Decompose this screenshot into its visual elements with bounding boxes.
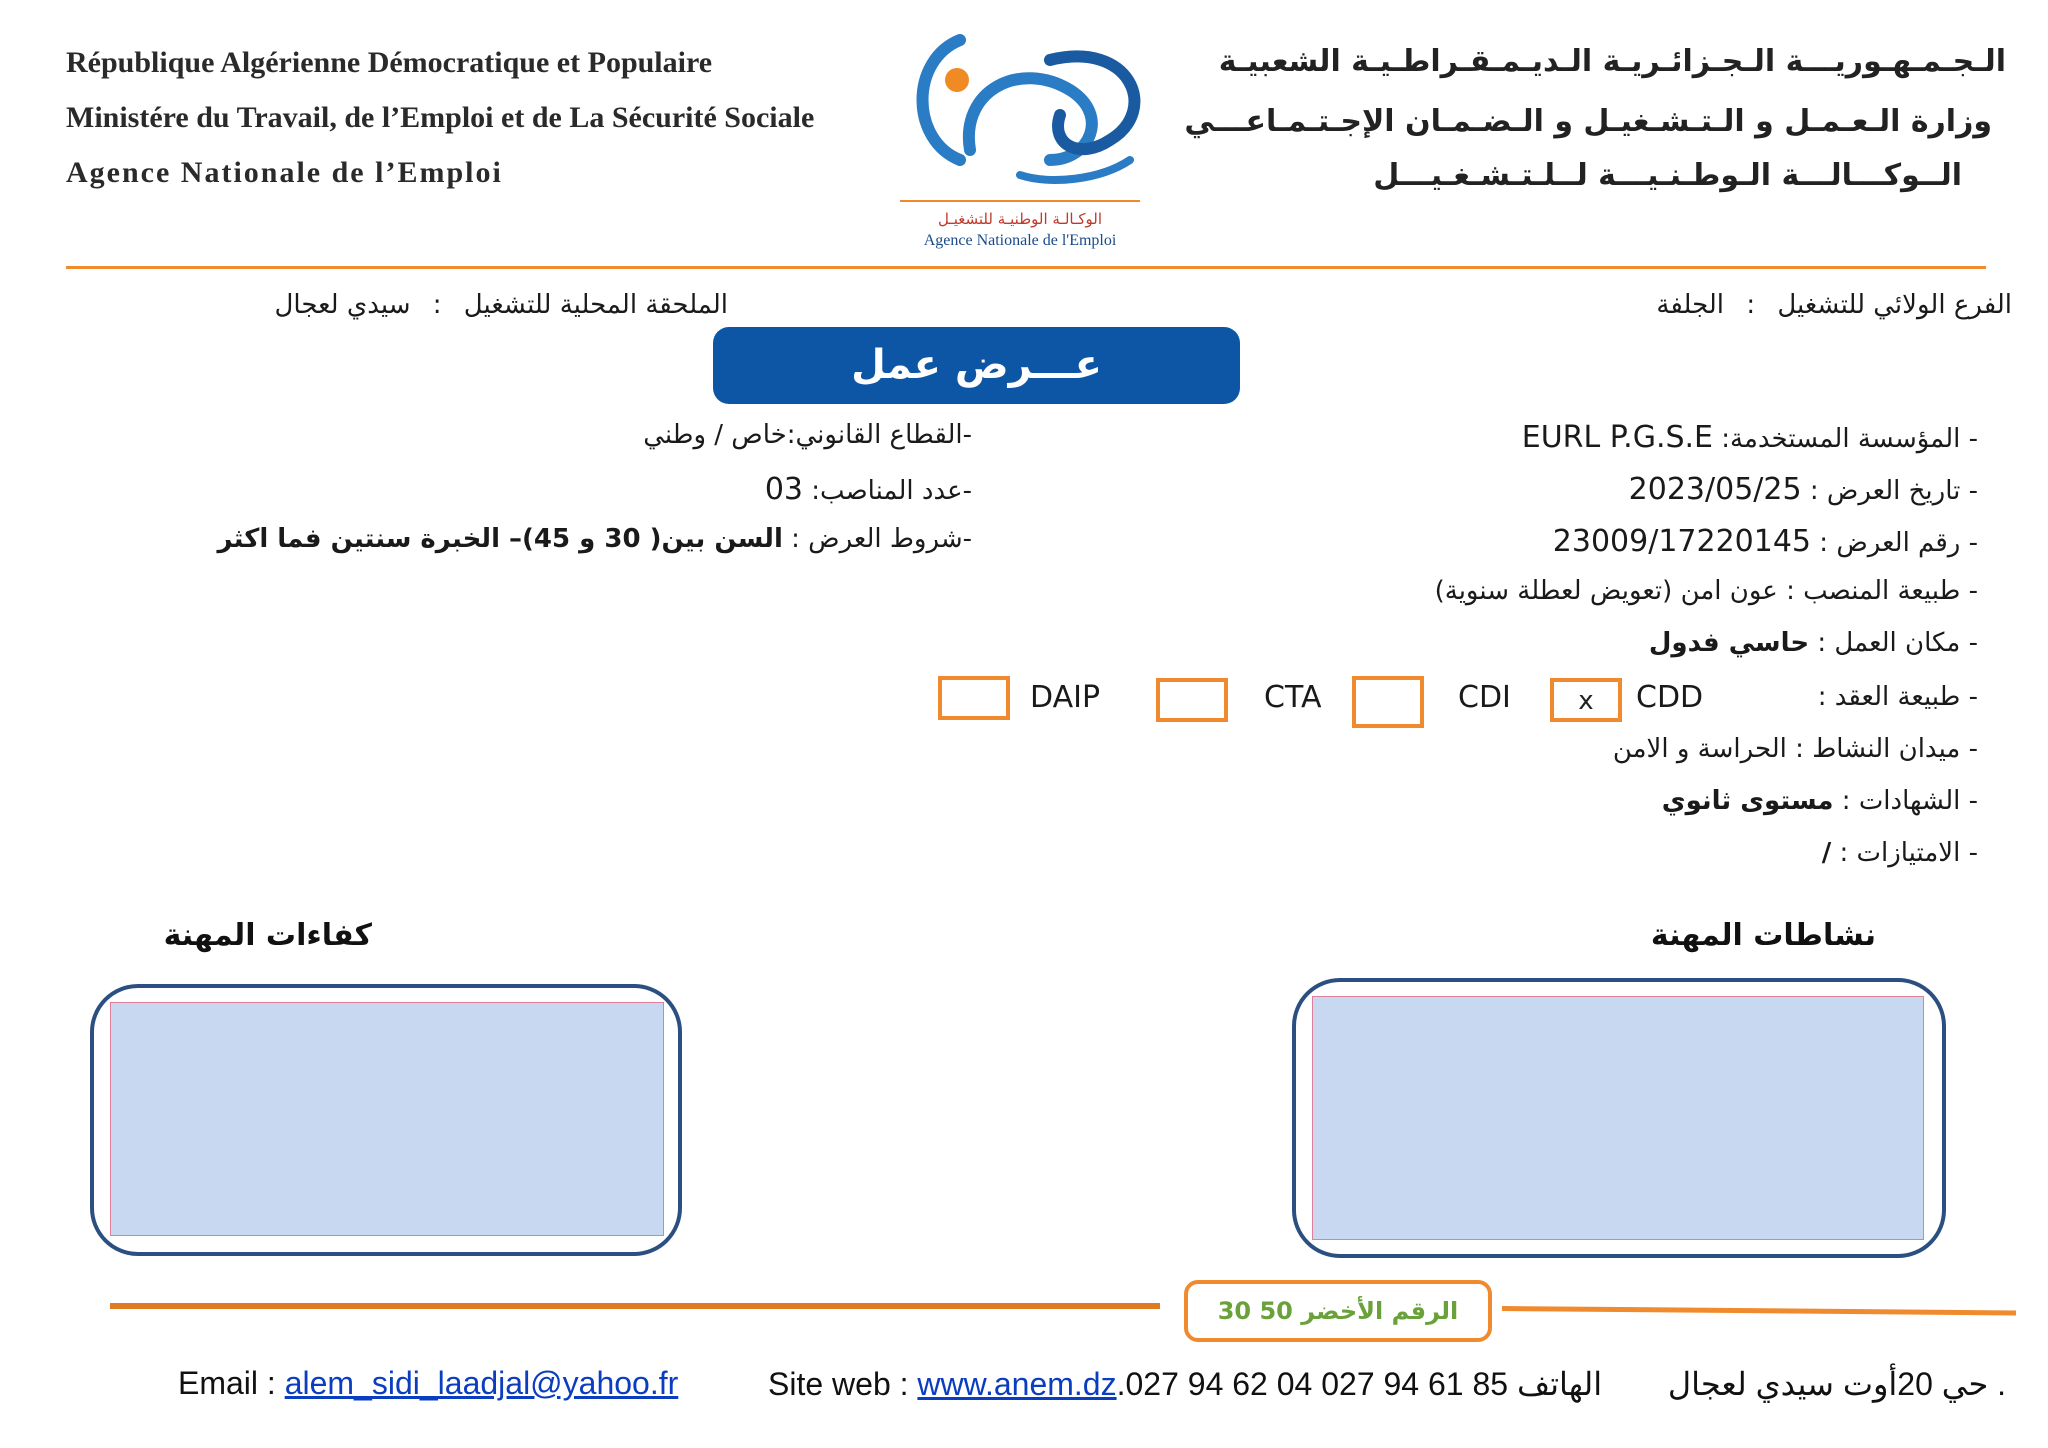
header-fr-line3: Agence Nationale de l’Emploi [66, 156, 503, 189]
footer-divider-left [110, 1303, 1160, 1309]
branch-left-sep: : [432, 290, 442, 320]
footer-phone-label: الهاتف [1516, 1366, 1603, 1402]
contract-cta-label: CTA [1264, 680, 1322, 715]
field-activity-field [1613, 734, 1978, 764]
header-fr-line1: République Algérienne Démocratique et Populaire [66, 46, 713, 79]
branch-left-value: سيدي لعجال [274, 290, 411, 320]
field-legal-sector [643, 420, 972, 450]
anem-logo [900, 20, 1160, 250]
footer-phones: .027 94 62 04 027 94 61 85 [1116, 1366, 1517, 1402]
footer-divider-right [1502, 1306, 2016, 1315]
header-ar-line1: الـجـمـهـوريـــة الـجـزائـريـة الـديـمـقـراطـيـة الشعبيـة [1218, 44, 2006, 79]
field-offer-date-value: 2023/05/25 [1628, 472, 1802, 507]
contract-cdi-label: CDI [1458, 680, 1511, 715]
logo-ar-text: الوكـالـة الوطنيـة للتشغيـل [937, 210, 1102, 228]
field-offer-date-label: - تاريخ العرض : [1809, 476, 1978, 506]
field-diplomas-value: مستوى ثانوي [1661, 786, 1834, 816]
contract-cdd-checkbox[interactable]: x [1550, 678, 1622, 722]
field-positions-count-label: -عدد المناصب: [811, 476, 972, 506]
footer-address: . حي 20أوت سيدي لعجال [1667, 1366, 2006, 1402]
field-legal-sector-value: خاص / وطني [643, 420, 787, 450]
field-positions-count [765, 472, 972, 507]
footer-email-label: Email : [178, 1365, 285, 1401]
branch-right-label: الفرع الولائي للتشغيل [1777, 290, 2012, 320]
field-employer-label: - المؤسسة المستخدمة: [1721, 424, 1978, 454]
field-workplace [1649, 628, 1978, 658]
field-conditions-label: -شروط العرض : [791, 524, 972, 554]
field-workplace-label: - مكان العمل : [1817, 628, 1978, 658]
activities-box-content [1312, 996, 1924, 1240]
field-conditions [217, 524, 972, 554]
activities-heading: نشاطات المهنة [1650, 918, 1876, 953]
skills-box-content [110, 1002, 664, 1236]
field-offer-number-value: 23009/17220145 [1552, 524, 1812, 559]
contract-daip-checkbox[interactable] [938, 676, 1010, 720]
header-ar-line2: وزارة الـعـمـل و الـتـشـغيـل و الـضـمـان الإجـتـمـاعـــي [1184, 104, 1992, 139]
field-offer-number-label: - رقم العرض : [1819, 528, 1978, 558]
skills-box [90, 984, 682, 1256]
contract-daip-label: DAIP [1030, 680, 1101, 715]
contract-cdi-checkbox[interactable] [1352, 676, 1424, 728]
branch-right-value: الجلفة [1656, 290, 1725, 320]
field-benefits-value: / [1821, 838, 1832, 868]
footer-email-link[interactable]: alem_sidi_laadjal@yahoo.fr [284, 1365, 679, 1401]
footer-site-link[interactable]: www.anem.dz [917, 1366, 1117, 1402]
field-positions-count-value: 03 [764, 472, 804, 507]
logo-fr-text: Agence Nationale de l'Emploi [923, 232, 1117, 249]
field-benefits [1822, 838, 1978, 868]
field-benefits-label: - الامتيازات : [1839, 838, 1978, 868]
field-diplomas [1662, 786, 1978, 816]
anem-logo-icon [900, 20, 1160, 200]
contract-cdd-label: CDD [1636, 680, 1704, 715]
field-position-label: - طبيعة المنصب : [1786, 576, 1978, 606]
footer-email [178, 1365, 678, 1402]
field-offer-date [1629, 472, 1978, 507]
footer-site [768, 1365, 1602, 1403]
field-activity-field-value: الحراسة و الامن [1612, 734, 1787, 764]
activities-box [1292, 978, 1946, 1258]
branch-left-label: الملحقة المحلية للتشغيل [463, 290, 728, 320]
contract-cta-checkbox[interactable] [1156, 678, 1228, 722]
field-position-value: عون امن (تعويض لعطلة سنوية) [1434, 576, 1778, 606]
green-number-badge: الرقم الأخضر 50 30 [1184, 1280, 1492, 1342]
skills-heading: كفاءات المهنة [163, 918, 372, 953]
field-legal-sector-label: -القطاع القانوني: [786, 420, 972, 450]
header-ar-line3: الــوكـــالـــة الـوطـنـيـــة لــلـتـشـغـيـــل [1373, 158, 1962, 193]
field-conditions-value: السن بين( 30 و 45)– الخبرة سنتين فما اكثر [217, 524, 783, 554]
branch-right-sep: : [1746, 290, 1756, 320]
field-position [1435, 576, 1978, 606]
footer-site-label: Site web : [768, 1366, 918, 1402]
offer-title: عـــرض عمل [713, 327, 1240, 404]
field-diplomas-label: - الشهادات : [1841, 786, 1978, 816]
header-fr-line2: Ministére du Travail, de l’Emploi et de La Sécurité Sociale [66, 101, 815, 134]
branch-right [1656, 290, 2012, 320]
field-employer-value: EURL P.G.S.E [1521, 420, 1714, 455]
field-offer-number [1553, 524, 1978, 559]
field-workplace-value: حاسي فدول [1648, 628, 1810, 658]
field-employer [1522, 420, 1978, 455]
branch-left [275, 290, 728, 320]
header-divider [66, 266, 1986, 269]
contract-label: - طبيعة العقد : [1817, 682, 1978, 712]
field-activity-field-label: - ميدان النشاط : [1795, 734, 1978, 764]
